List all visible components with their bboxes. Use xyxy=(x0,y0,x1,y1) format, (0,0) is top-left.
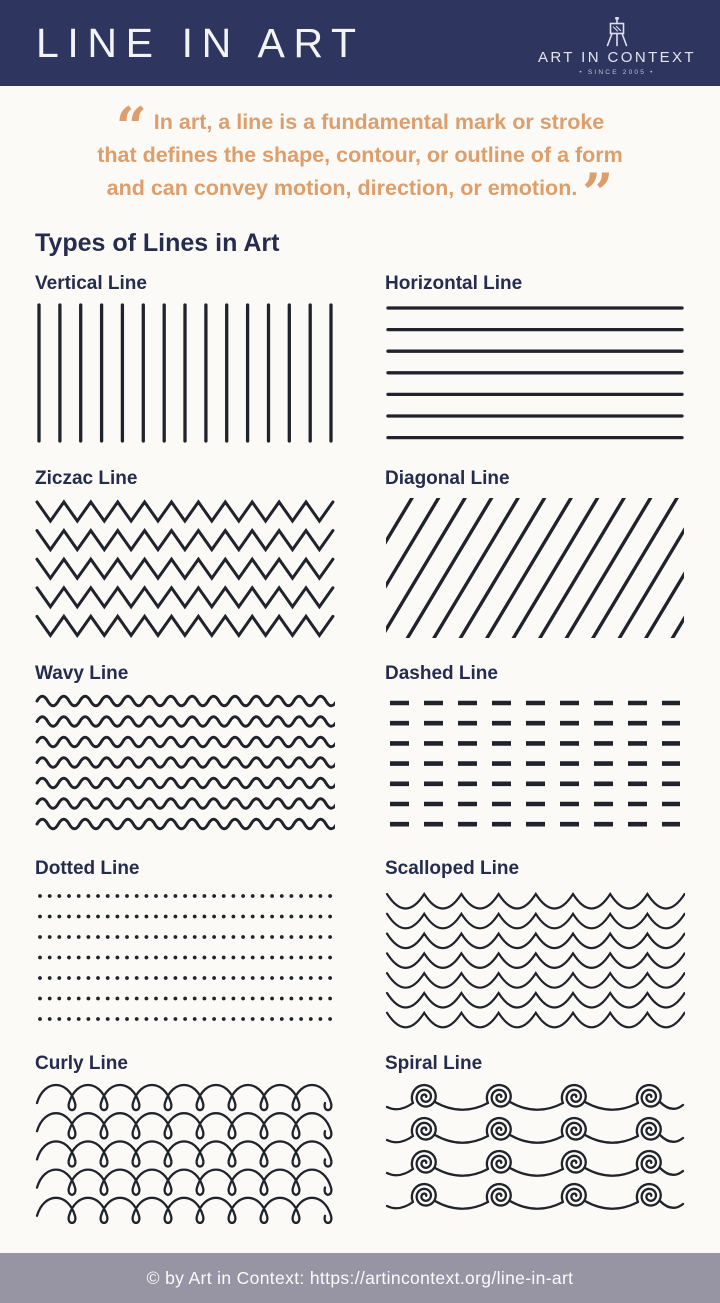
horizontal-line-pattern xyxy=(385,302,685,444)
footer-credit: © by Art in Context: https://artincontext.org/line-in-art xyxy=(146,1267,574,1288)
wavy-line-pattern xyxy=(35,692,335,834)
diagonal-line-pattern xyxy=(385,497,685,639)
line-type-cell-wavy xyxy=(35,663,335,834)
line-type-cell-ziczac xyxy=(35,468,335,639)
close-quote-icon: ” xyxy=(582,161,614,225)
easel-icon xyxy=(602,15,632,48)
line-type-label: Dashed Line xyxy=(385,663,498,684)
line-type-label: Diagonal Line xyxy=(385,468,510,489)
line-type-cell-scalloped xyxy=(385,858,685,1029)
line-type-cell-spiral xyxy=(385,1053,685,1224)
quote-line: that defines the shape, contour, or outline of a form xyxy=(97,143,623,167)
brand-name: ART IN CONTEXT xyxy=(537,48,696,66)
quote-text: and can convey motion, direction, or emotion. xyxy=(106,176,578,200)
page-title: LINE IN ART xyxy=(36,19,365,66)
section-title: Types of Lines in Art xyxy=(35,229,280,257)
line-type-cell-horizontal xyxy=(385,273,685,444)
line-type-cell-vertical xyxy=(35,273,335,444)
quote-block xyxy=(20,95,700,225)
line-types-grid xyxy=(35,273,685,1224)
line-type-cell-curly xyxy=(35,1053,335,1224)
line-type-label: Ziczac Line xyxy=(35,468,138,489)
spiral-line-pattern xyxy=(385,1082,685,1224)
footer xyxy=(0,1253,720,1303)
line-type-label: Spiral Line xyxy=(385,1053,483,1074)
line-type-label: Vertical Line xyxy=(35,273,147,294)
line-type-label: Scalloped Line xyxy=(385,858,520,879)
line-type-label: Wavy Line xyxy=(35,663,129,684)
scalloped-line-pattern xyxy=(385,887,685,1029)
dashed-line-pattern xyxy=(385,692,685,834)
dotted-line-pattern xyxy=(35,887,335,1029)
line-type-label: Dotted Line xyxy=(35,858,140,879)
curly-line-pattern xyxy=(35,1082,335,1224)
header xyxy=(0,0,720,86)
brand-tagline: • SINCE 2005 • xyxy=(579,68,655,76)
vertical-line-pattern xyxy=(35,302,335,444)
line-type-label: Curly Line xyxy=(35,1053,128,1074)
quote-text: In art, a line is a fundamental mark or stroke xyxy=(153,110,605,134)
line-type-cell-diagonal xyxy=(385,468,685,639)
quote-line xyxy=(20,161,700,225)
line-type-label: Horizontal Line xyxy=(385,273,523,294)
line-type-cell-dotted xyxy=(35,858,335,1029)
line-type-cell-dashed xyxy=(385,663,685,834)
ziczac-line-pattern xyxy=(35,497,335,639)
brand-logo xyxy=(538,11,696,76)
open-quote-icon: “ xyxy=(115,95,147,159)
